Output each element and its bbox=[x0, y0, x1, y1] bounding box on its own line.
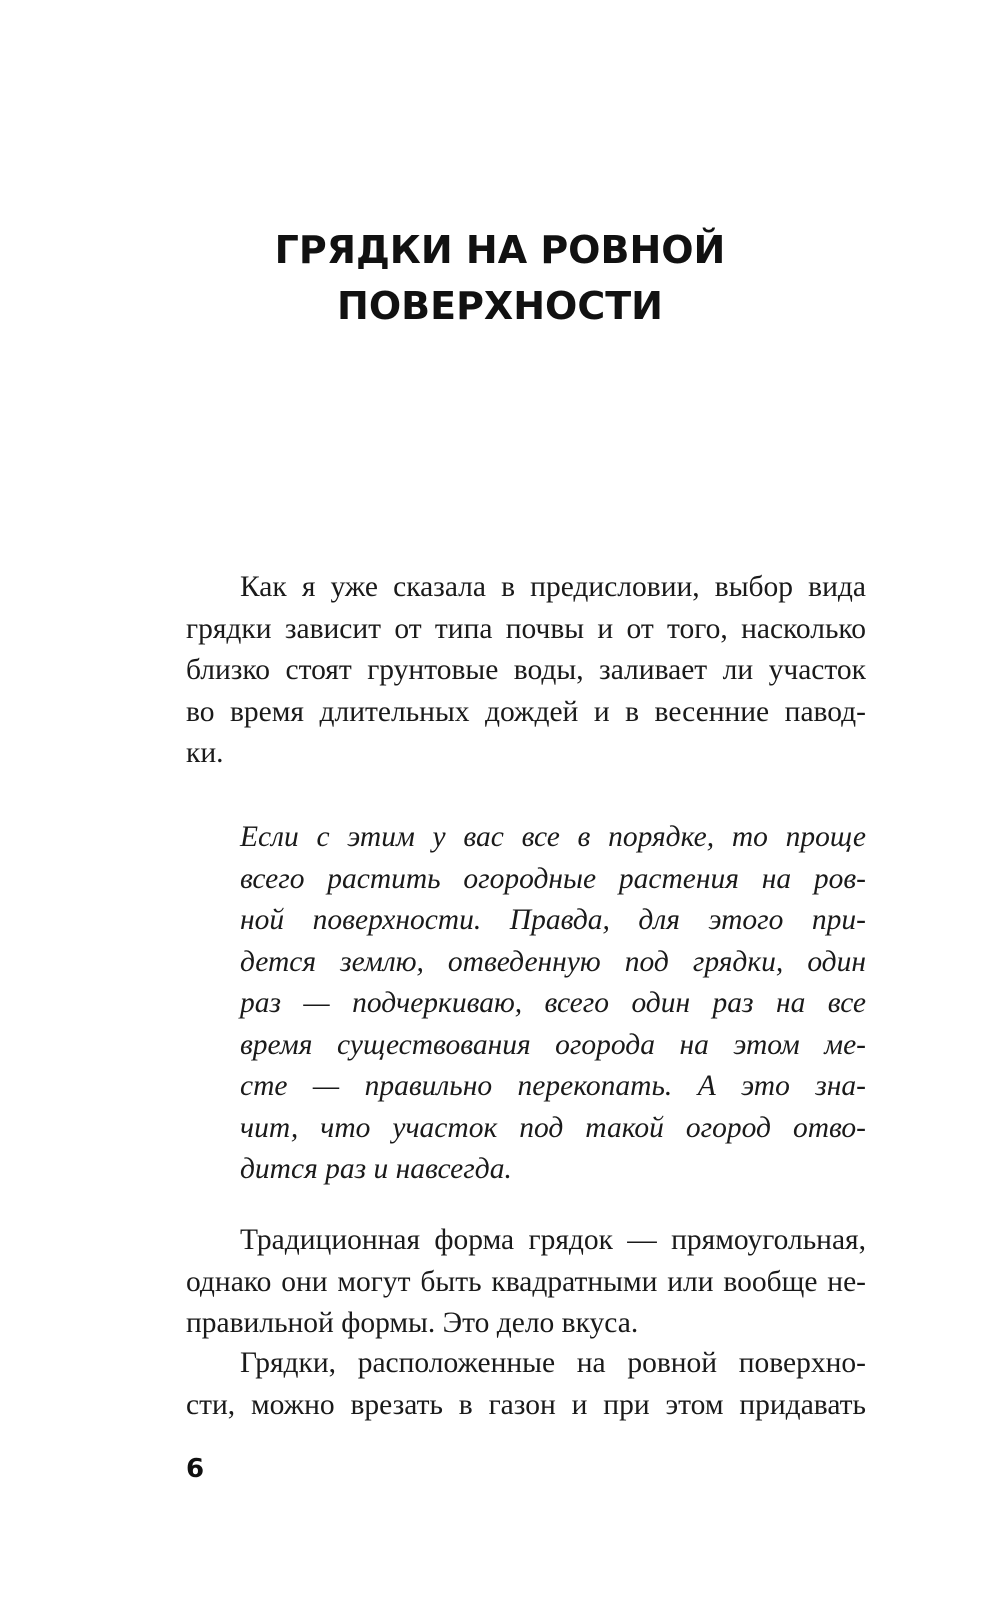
text-line: Как я уже сказала в предисловии, выбор вида bbox=[240, 571, 866, 603]
highlighted-paragraph bbox=[240, 817, 866, 1191]
text-line: правильной формы. Это дело вкуса. bbox=[186, 1307, 639, 1339]
text-line: Если с этим у вас все в порядке, то проще bbox=[240, 821, 866, 853]
text-line: ной поверхности. Правда, для этого при- bbox=[240, 904, 866, 936]
text-line: однако они могут быть квадратными или вообще не- bbox=[186, 1265, 866, 1298]
text-line: близко стоят грунтовые воды, заливает ли участок bbox=[186, 654, 866, 686]
chapter-title-line: ПОВЕРХНОСТИ bbox=[337, 284, 663, 328]
text-line: во время длительных дождей и в весенние павод- bbox=[186, 695, 866, 728]
text-line: сти, можно врезать в газон и при этом придавать bbox=[186, 1388, 866, 1421]
chapter-title-line: ГРЯДКИ НА РОВНОЙ bbox=[274, 228, 726, 272]
text-line: дется землю, отведенную под грядки, один bbox=[240, 945, 866, 978]
text-line: грядки зависит от типа почвы и от того, насколько bbox=[186, 612, 866, 645]
page-number: 6 bbox=[186, 1454, 205, 1484]
lawn-paragraph bbox=[186, 1343, 866, 1426]
text-line: время существования огорода на этом ме- bbox=[240, 1028, 866, 1061]
text-line: всего растить огородные растения на ров- bbox=[240, 862, 866, 895]
text-line: раз — подчеркиваю, всего один раз на все bbox=[240, 987, 866, 1019]
text-line: дится раз и навсегда. bbox=[240, 1153, 512, 1185]
text-line: сте — правильно перекопать. А это зна- bbox=[240, 1070, 866, 1102]
text-line: чит, что участок под такой огород отво- bbox=[240, 1111, 866, 1144]
shapes-paragraph bbox=[186, 1220, 866, 1345]
text-line: Грядки, расположенные на ровной поверхно- bbox=[240, 1347, 866, 1379]
intro-paragraph bbox=[186, 567, 866, 775]
text-line: ки. bbox=[186, 737, 224, 769]
text-line: Традиционная форма грядок — прямоугольная, bbox=[240, 1224, 866, 1256]
chapter-title bbox=[0, 222, 1000, 334]
